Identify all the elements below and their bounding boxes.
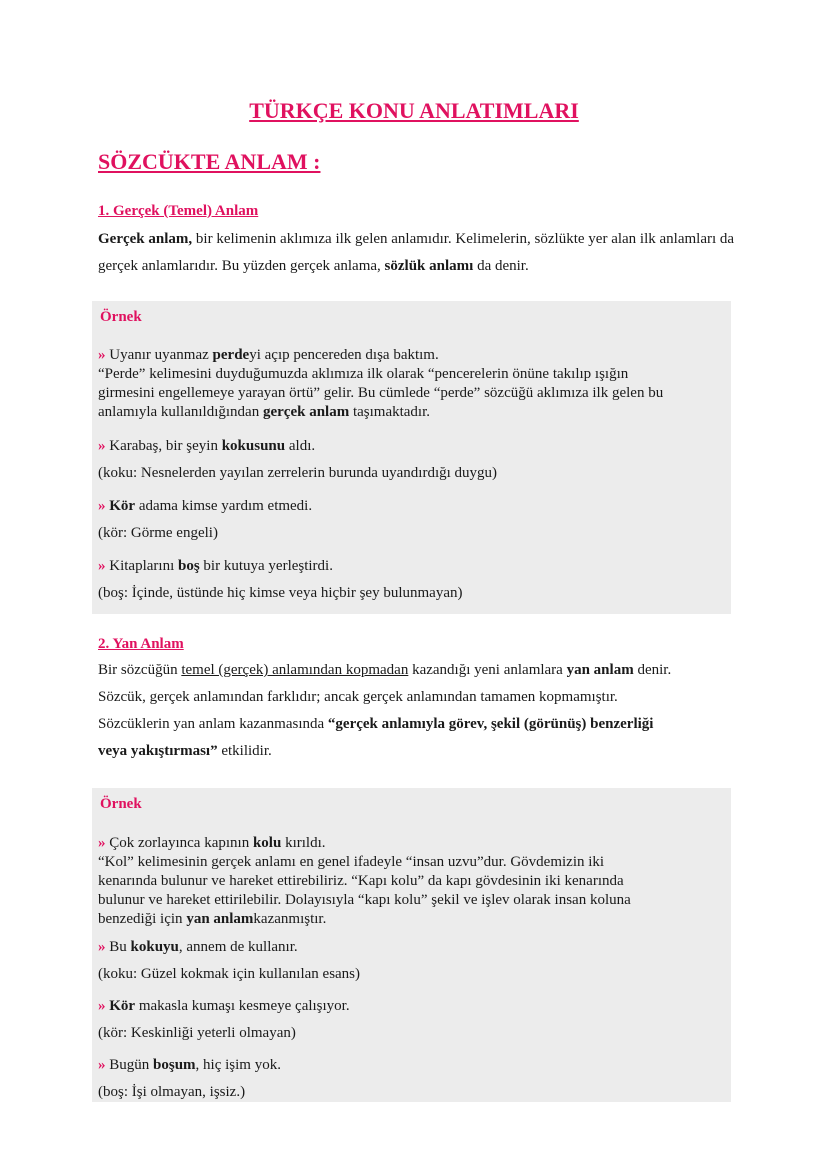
text: kenarında bulunur ve hareket ettirebiliriz. “Kapı kolu” da kapı gövdesinin iki kenarında	[98, 873, 624, 889]
example-item	[98, 1056, 728, 1075]
text: etkilidir.	[217, 743, 272, 759]
example-item	[98, 938, 728, 957]
marker-icon: »	[98, 498, 106, 514]
text: , annem de kullanır.	[178, 939, 298, 955]
bold-term: boşum	[153, 1057, 196, 1073]
text: taşımaktadır.	[349, 404, 431, 420]
bold-term: Gerçek anlam,	[98, 231, 193, 247]
marker-icon: »	[98, 939, 106, 955]
marker-icon: »	[98, 347, 106, 363]
text: bir kelimenin aklımıza ilk gelen anlamıdır. Kelimelerin, sözlükte yer alan ilk anlamları da gerçek anlamlarıdır. Bu yüzden gerçek anlama,	[98, 231, 735, 274]
bold-term: yan anlam	[566, 662, 634, 678]
text: “Perde” kelimesini duyduğumuzda aklımıza ilk olarak “pencerelerin önüne takılıp ışığın	[98, 366, 629, 382]
example-box-2	[92, 788, 731, 1102]
bold-term: kolu	[252, 835, 282, 851]
text: Karabaş, bir şeyin	[105, 438, 222, 454]
marker-icon: »	[98, 1057, 106, 1073]
example-item	[98, 997, 728, 1016]
text: Kitaplarını	[105, 558, 178, 574]
text: bir kutuya yerleştirdi.	[199, 558, 333, 574]
text: kazandığı yeni anlamlara	[408, 662, 567, 678]
example-item	[98, 557, 728, 576]
text: yi açıp pencereden dışa baktım.	[249, 347, 439, 363]
text: aldı.	[285, 438, 316, 454]
text: kazanmıştır.	[253, 911, 327, 927]
text: Bir sözcüğün	[98, 662, 182, 678]
example-item	[98, 834, 728, 929]
text: makasla kumaşı kesmeye çalışıyor.	[135, 998, 350, 1014]
bold-term: “gerçek anlamıyla görev, şekil (görünüş) benzerliği veya yakıştırması”	[98, 716, 654, 759]
example-item	[98, 437, 728, 456]
example-definition: (boş: İşi olmayan, işsiz.)	[98, 1084, 246, 1100]
bold-term: perde	[212, 347, 250, 363]
bold-term: kokusunu	[221, 438, 286, 454]
paragraph-gercek-anlam	[98, 226, 738, 280]
text: Uyanır uyanmaz	[105, 347, 213, 363]
text: , hiç işim yok.	[195, 1057, 281, 1073]
example-definition: (boş: İçinde, üstünde hiç kimse veya hiçbir şey bulunmayan)	[98, 585, 463, 601]
text: “Kol” kelimesinin gerçek anlamı en genel ifadeyle “insan uzvu”dur. Gövdemizin iki	[98, 854, 605, 870]
text: benzediği için	[98, 911, 187, 927]
example-item	[98, 497, 728, 516]
heading-gercek-anlam: 1. Gerçek (Temel) Anlam	[98, 203, 259, 219]
text: adama kimse yardım etmedi.	[135, 498, 313, 514]
bold-term: sözlük anlamı	[384, 258, 474, 274]
example-definition: (kör: Görme engeli)	[98, 525, 218, 541]
paragraph-yan-anlam	[98, 657, 678, 765]
underlined-term: temel (gerçek) anlamından kopmadan	[181, 662, 409, 678]
text: Bugün	[105, 1057, 154, 1073]
text: da denir.	[473, 258, 529, 274]
text: denir. Sözcük, gerçek anlamından farklıdır; ancak gerçek anlamından tamamen kopmamıştır. Sözcüklerin yan anlam kazanmasında	[98, 662, 672, 732]
example-box-1	[92, 301, 731, 614]
bold-term: gerçek anlam	[262, 404, 350, 420]
bold-term: boş	[177, 558, 200, 574]
text: Bu	[105, 939, 131, 955]
document-title: TÜRKÇE KONU ANLATIMLARI	[249, 98, 579, 123]
example-definition: (koku: Nesnelerden yayılan zerrelerin burunda uyandırdığı duygu)	[98, 465, 498, 481]
example-definition: (koku: Güzel kokmak için kullanılan esans)	[98, 966, 361, 982]
bold-term: Kör	[109, 498, 136, 514]
text: bulunur ve hareket ettirilebilir. Dolayısıyla “kapı kolu” şekil ve işlev olarak insan koluna	[98, 892, 631, 908]
marker-icon: »	[98, 998, 106, 1014]
bold-term: yan anlam	[186, 911, 254, 927]
marker-icon: »	[98, 558, 106, 574]
example-definition: (kör: Keskinliği yeterli olmayan)	[98, 1025, 296, 1041]
text: girmesini engellemeye yarayan örtü” gelir. Bu cümlede “perde” sözcüğü aklımıza ilk gelen bu	[98, 385, 664, 401]
example-item	[98, 346, 728, 422]
text: anlamıyla kullanıldığından	[98, 404, 263, 420]
marker-icon: »	[98, 835, 106, 851]
bold-term: Kör	[109, 998, 136, 1014]
marker-icon: »	[98, 438, 106, 454]
text: kırıldı.	[281, 835, 326, 851]
example-label: Örnek	[100, 796, 142, 812]
section-title: SÖZCÜKTE ANLAM :	[98, 149, 321, 174]
bold-term: kokuyu	[130, 939, 179, 955]
text: Çok zorlayınca kapının	[105, 835, 253, 851]
example-label: Örnek	[100, 309, 142, 325]
heading-yan-anlam: 2. Yan Anlam	[98, 636, 184, 652]
